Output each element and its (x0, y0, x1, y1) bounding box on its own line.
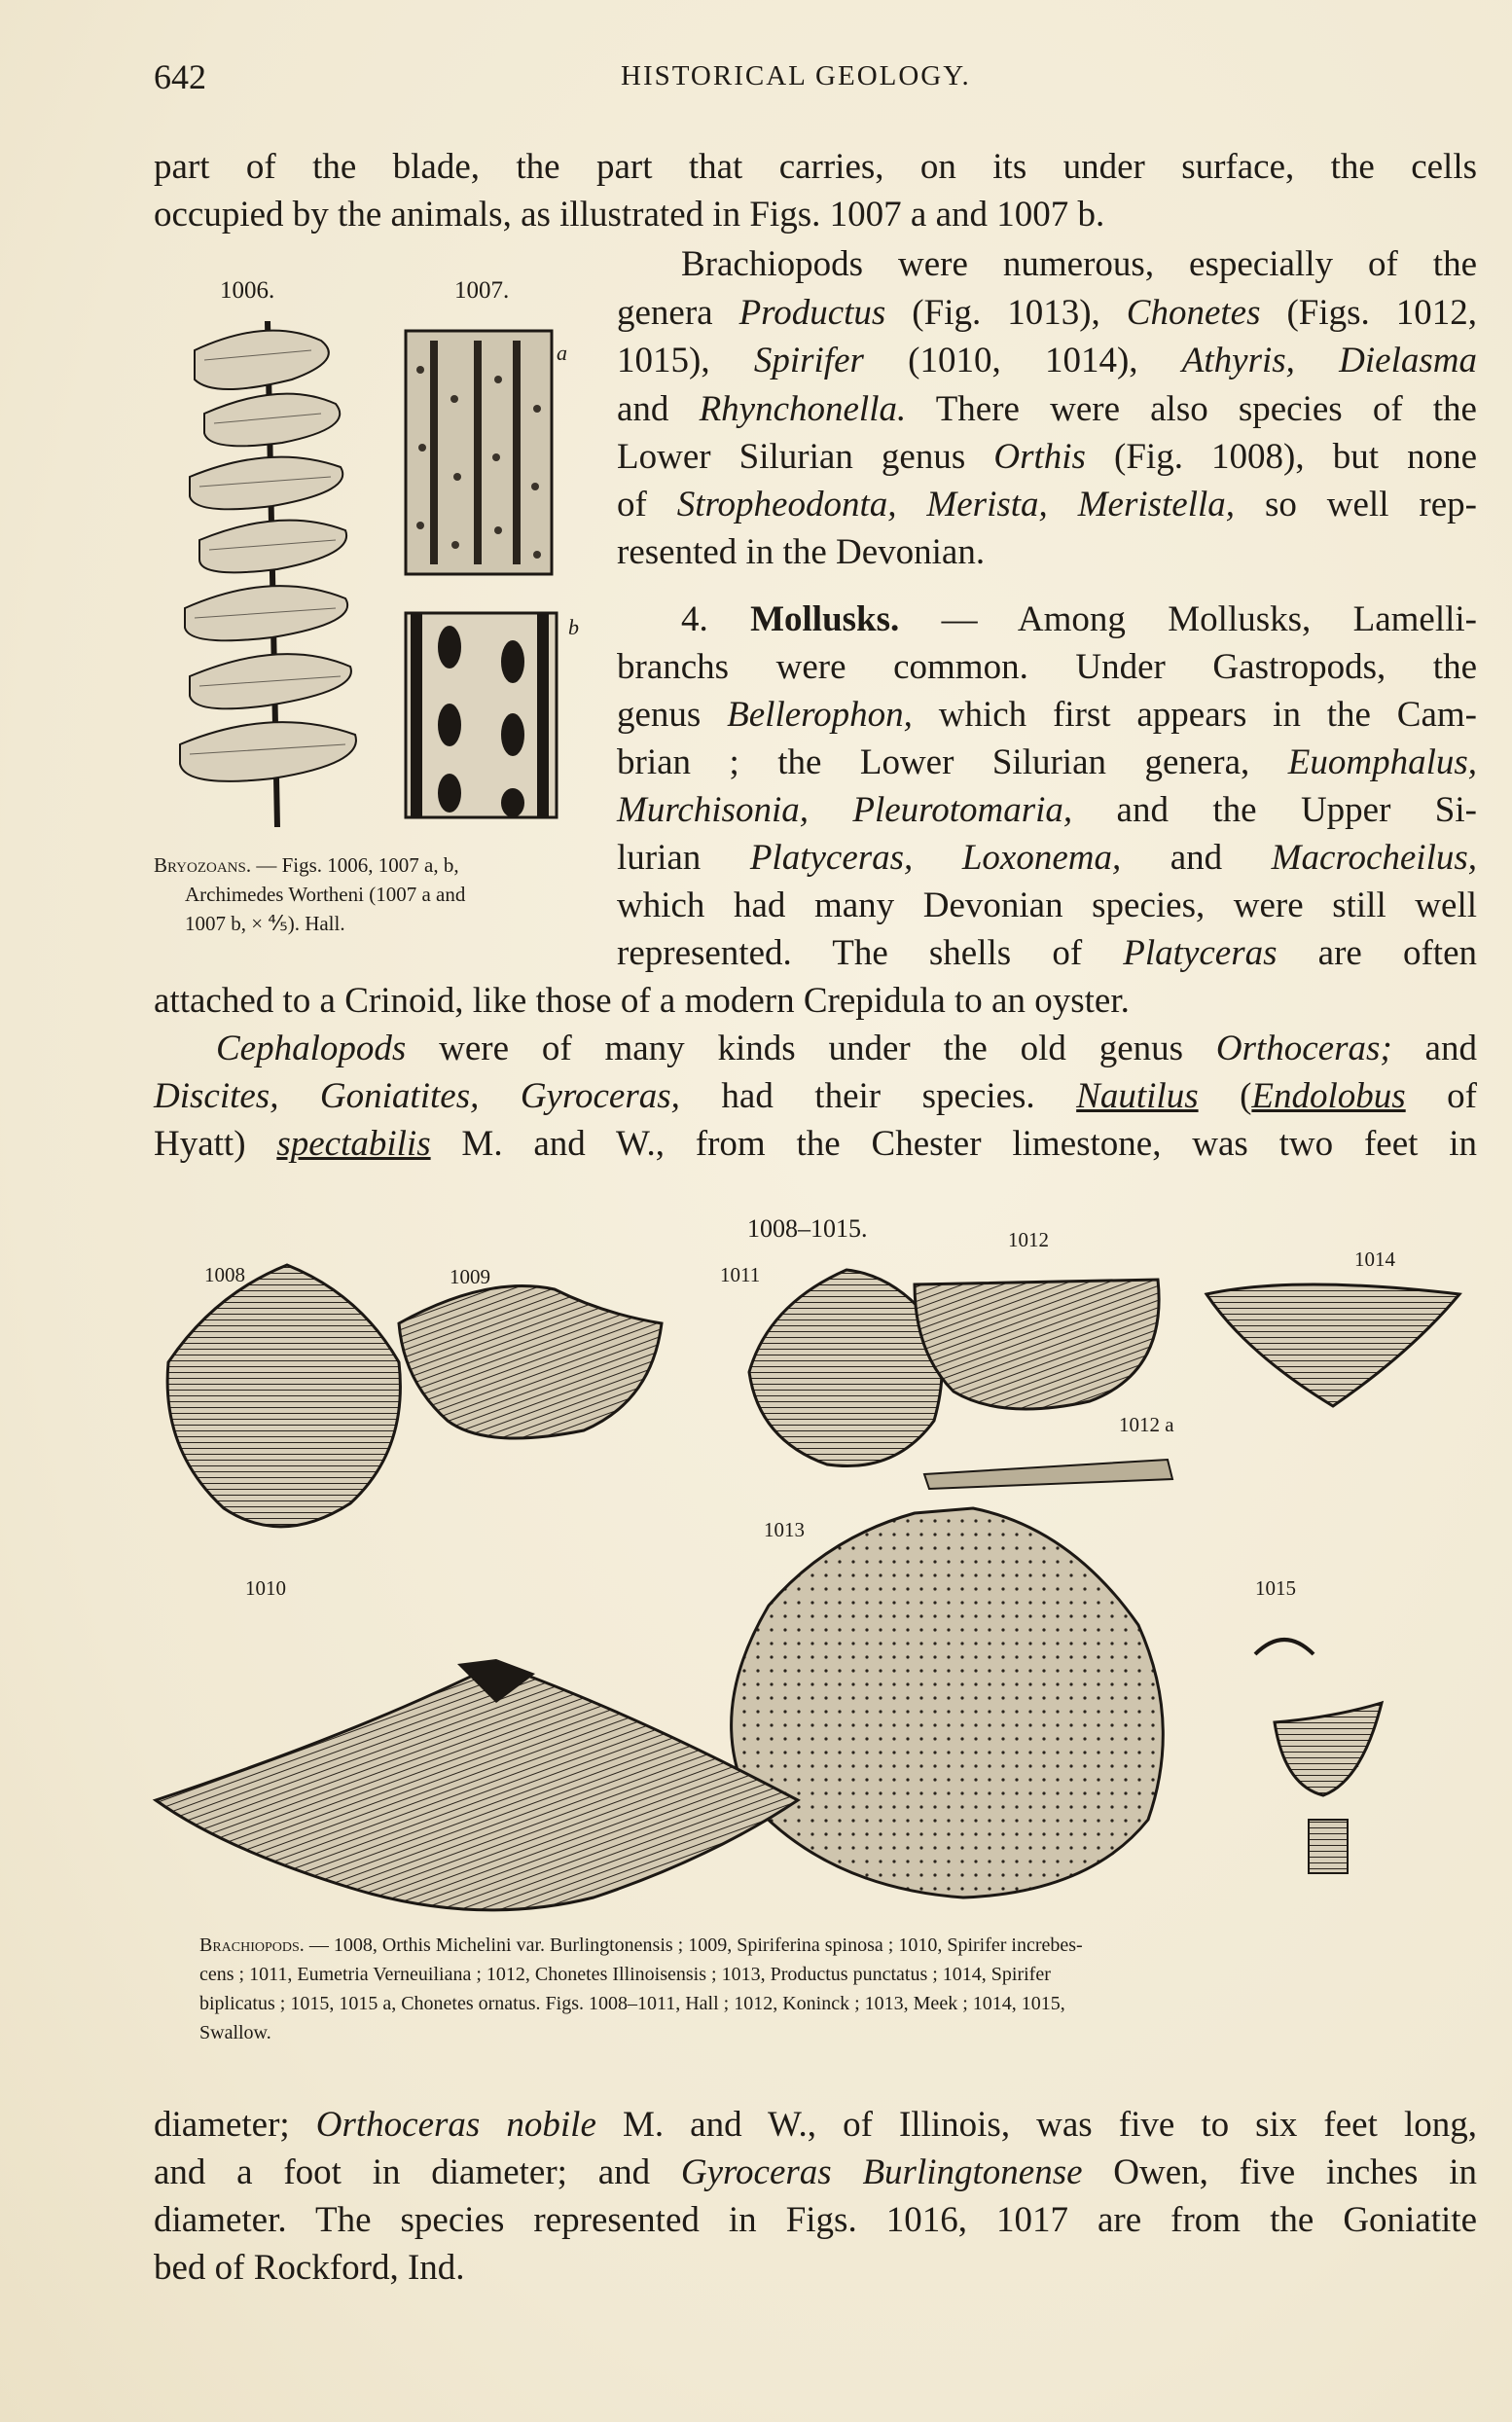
text-line: brian ; the Lower Silurian genera, Euomphalus, (617, 742, 1477, 782)
text-line: Cephalopods were of many kinds under the old genus Orthoceras; and (216, 1029, 1477, 1068)
figure-label-1007: 1007. (454, 277, 510, 304)
text-line: branchs were common. Under Gastropods, the (617, 647, 1477, 687)
figure-range-label: 1008–1015. (747, 1214, 868, 1243)
text-line: part of the blade, the part that carries, on its under surface, the cells (154, 147, 1477, 187)
page-number: 642 (154, 57, 206, 96)
text-line: Hyatt) spectabilis M. and W., from the Chester limestone, was two feet in (154, 1124, 1477, 1164)
figure-caption-line: Swallow. (199, 2022, 271, 2043)
text-line: diameter; Orthoceras nobile M. and W., of Illinois, was five to six feet long, (154, 2105, 1477, 2145)
text-line: 1015), Spirifer (1010, 1014), Athyris, Dielasma (617, 341, 1477, 380)
text-line: occupied by the animals, as illustrated in Figs. 1007 a and 1007 b. (154, 195, 1105, 235)
figure-caption-line: Archimedes Wortheni (1007 a and (185, 883, 466, 906)
figure-brachiopod-plate (165, 1255, 1469, 1917)
figure-label-1012: 1012 (1008, 1228, 1049, 1251)
figure-1006-archimedes-spiral (175, 321, 360, 827)
text-line: genera Productus (Fig. 1013), Chonetes (Figs. 1012, (617, 293, 1478, 333)
figure-caption-line: cens ; 1011, Eumetria Verneuiliana ; 1012, Chonetes Illinoisensis ; 1013, Productus punctatus ; 1014, Spirifer (199, 1964, 1051, 1985)
page-header (154, 56, 1477, 105)
figure-1007a-bryozoan-frond (401, 321, 557, 584)
figure-sub-label-b: b (568, 615, 579, 639)
text-line: attached to a Crinoid, like those of a modern Crepidula to an oyster. (154, 981, 1130, 1021)
text-line: lurian Platyceras, Loxonema, and Macrocheilus, (617, 838, 1477, 878)
running-title: HISTORICAL GEOLOGY. (621, 60, 971, 91)
figure-label-1006: 1006. (220, 277, 275, 304)
text-line: Murchisonia, Pleurotomaria, and the Upper Si- (617, 790, 1477, 830)
figure-label-1012a: 1012 a (1119, 1413, 1174, 1436)
figure-label-1014: 1014 (1354, 1247, 1395, 1271)
text-line: Brachiopods were numerous, especially of the (681, 244, 1477, 284)
text-line: which had many Devonian species, were still well (617, 886, 1477, 925)
figure-1007b-bryozoan-section (401, 608, 561, 827)
figure-caption-bryozoans: Bryozoans. — Figs. 1006, 1007 a, b, (154, 853, 459, 877)
text-line: and Rhynchonella. There were also species of the (617, 389, 1477, 429)
text-line: and a foot in diameter; and Gyroceras Burlingtonense Owen, five inches in (154, 2152, 1477, 2192)
text-line: Lower Silurian genus Orthis (Fig. 1008), but none (617, 437, 1478, 477)
text-line: of Stropheodonta, Merista, Meristella, so well rep- (617, 485, 1477, 524)
figure-label-1010: 1010 (245, 1576, 286, 1600)
text-line: bed of Rockford, Ind. (154, 2248, 465, 2288)
text-line: 4. Mollusks. — Among Mollusks, Lamelli- (681, 599, 1477, 639)
figure-sub-label-a: a (557, 341, 567, 365)
text-line: Discites, Goniatites, Gyroceras, had their species. Nautilus (Endolobus of (154, 1076, 1477, 1116)
text-line: diameter. The species represented in Figs. 1016, 1017 are from the Goniatite (154, 2200, 1477, 2240)
figure-label-1008: 1008 (204, 1263, 245, 1286)
figure-label-1015: 1015 (1255, 1576, 1296, 1600)
figure-caption-line: biplicatus ; 1015, 1015 a, Chonetes ornatus. Figs. 1008–1011, Hall ; 1012, Koninck ; 1013, Meek ; 1014, 1015, (199, 1993, 1065, 2014)
text-line: represented. The shells of Platyceras are often (617, 933, 1477, 973)
figure-caption-brachiopods: Brachiopods. — 1008, Orthis Michelini var. Burlingtonensis ; 1009, Spiriferina spinosa ; 1010, Spirifer increbes- (199, 1934, 1083, 1956)
figure-label-1011: 1011 (720, 1263, 761, 1286)
figure-label-1009: 1009 (450, 1265, 490, 1288)
text-line: genus Bellerophon, which first appears in the Cam- (617, 695, 1477, 735)
text-line: resented in the Devonian. (617, 532, 986, 572)
figure-label-1013: 1013 (764, 1518, 805, 1541)
figure-caption-line: 1007 b, × ⅘). Hall. (185, 912, 345, 935)
